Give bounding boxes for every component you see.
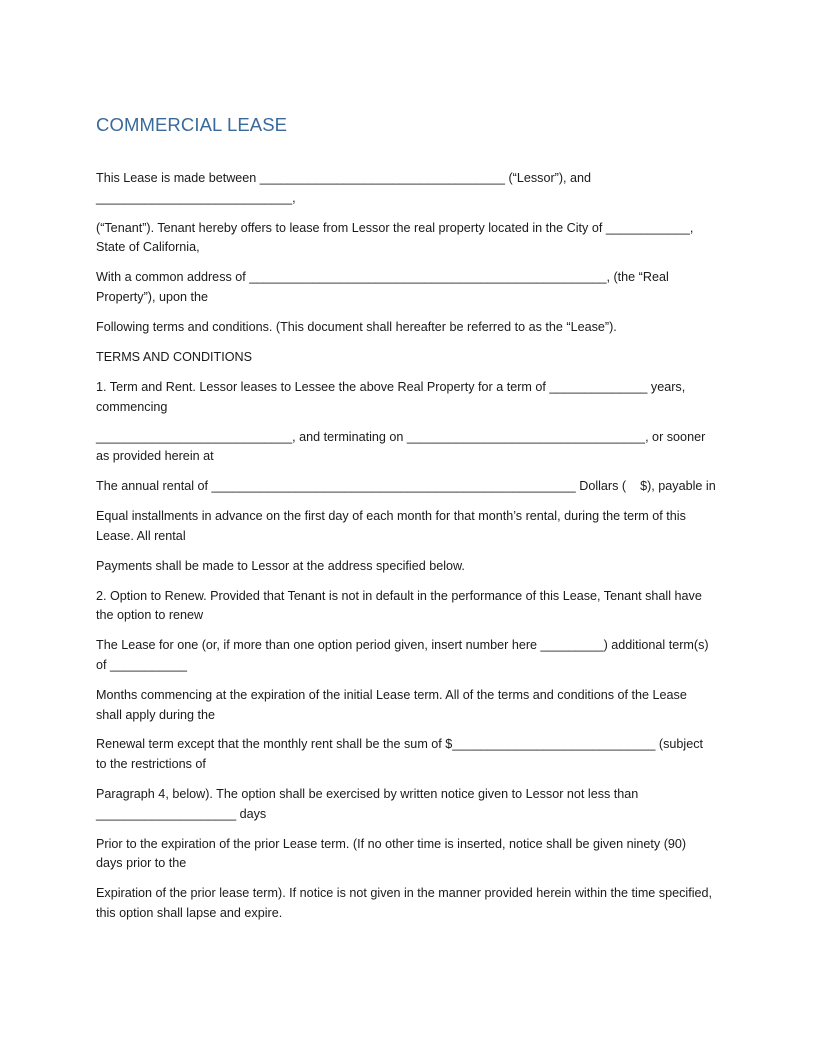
paragraph-payments: Payments shall be made to Lessor at the address specified below.: [96, 558, 465, 573]
paragraph-term-and-rent: 1. Term and Rent. Lessor leases to Lessee the above Real Property for a term of ______________ years, commencing: [96, 379, 689, 414]
paragraph-annual-rental: The annual rental of ____________________________________________________ Dollars ( $), payable in: [96, 479, 716, 494]
paragraph-terms-intro: Following terms and conditions. (This document shall hereafter be referred to as the “Lease”).: [96, 319, 617, 334]
paragraph-address: With a common address of ___________________________________________________, (the “Real Property”), upon the: [96, 270, 673, 304]
paragraph-option-lapse: Expiration of the prior lease term). If notice is not given in the manner provided herein within the time specified, this option shall lapse and expire.: [96, 886, 716, 920]
paragraph-renewal-periods: The Lease for one (or, if more than one option period given, insert number here _________) additional term(s) of ___________: [96, 638, 713, 673]
paragraph-written-notice: Paragraph 4, below). The option shall be exercised by written notice given to Lessor not less than ____________________ days: [96, 787, 642, 821]
paragraph-installments: Equal installments in advance on the first day of each month for that month’s rental, during the term of this Lease. All rental: [96, 508, 690, 543]
paragraph-option-to-renew: 2. Option to Renew. Provided that Tenant is not in default in the performance of this Lease, Tenant shall have the option to renew: [96, 588, 706, 623]
document-body: [96, 113, 716, 934]
paragraph-renewal-commencing: Months commencing at the expiration of the initial Lease term. All of the terms and conditions of the Lease shall apply during the: [96, 687, 691, 722]
paragraph-parties: This Lease is made between ___________________________________ (“Lessor”), and ____________________________,: [96, 171, 595, 205]
document-title: COMMERCIAL LEASE: [96, 114, 288, 135]
paragraph-term-dates: ____________________________, and terminating on __________________________________, or sooner as provided herein at: [96, 429, 709, 464]
paragraph-notice-timing: Prior to the expiration of the prior Lease term. (If no other time is inserted, notice shall be given ninety (90) days prior to the: [96, 836, 690, 871]
paragraph-tenant: (“Tenant”). Tenant hereby offers to lease from Lessor the real property located in the City of ____________, State of California,: [96, 220, 697, 255]
section-heading-terms: TERMS AND CONDITIONS: [96, 349, 253, 364]
paragraph-renewal-rent: Renewal term except that the monthly rent shall be the sum of $_____________________________ (subject to the restrictions of: [96, 737, 707, 772]
